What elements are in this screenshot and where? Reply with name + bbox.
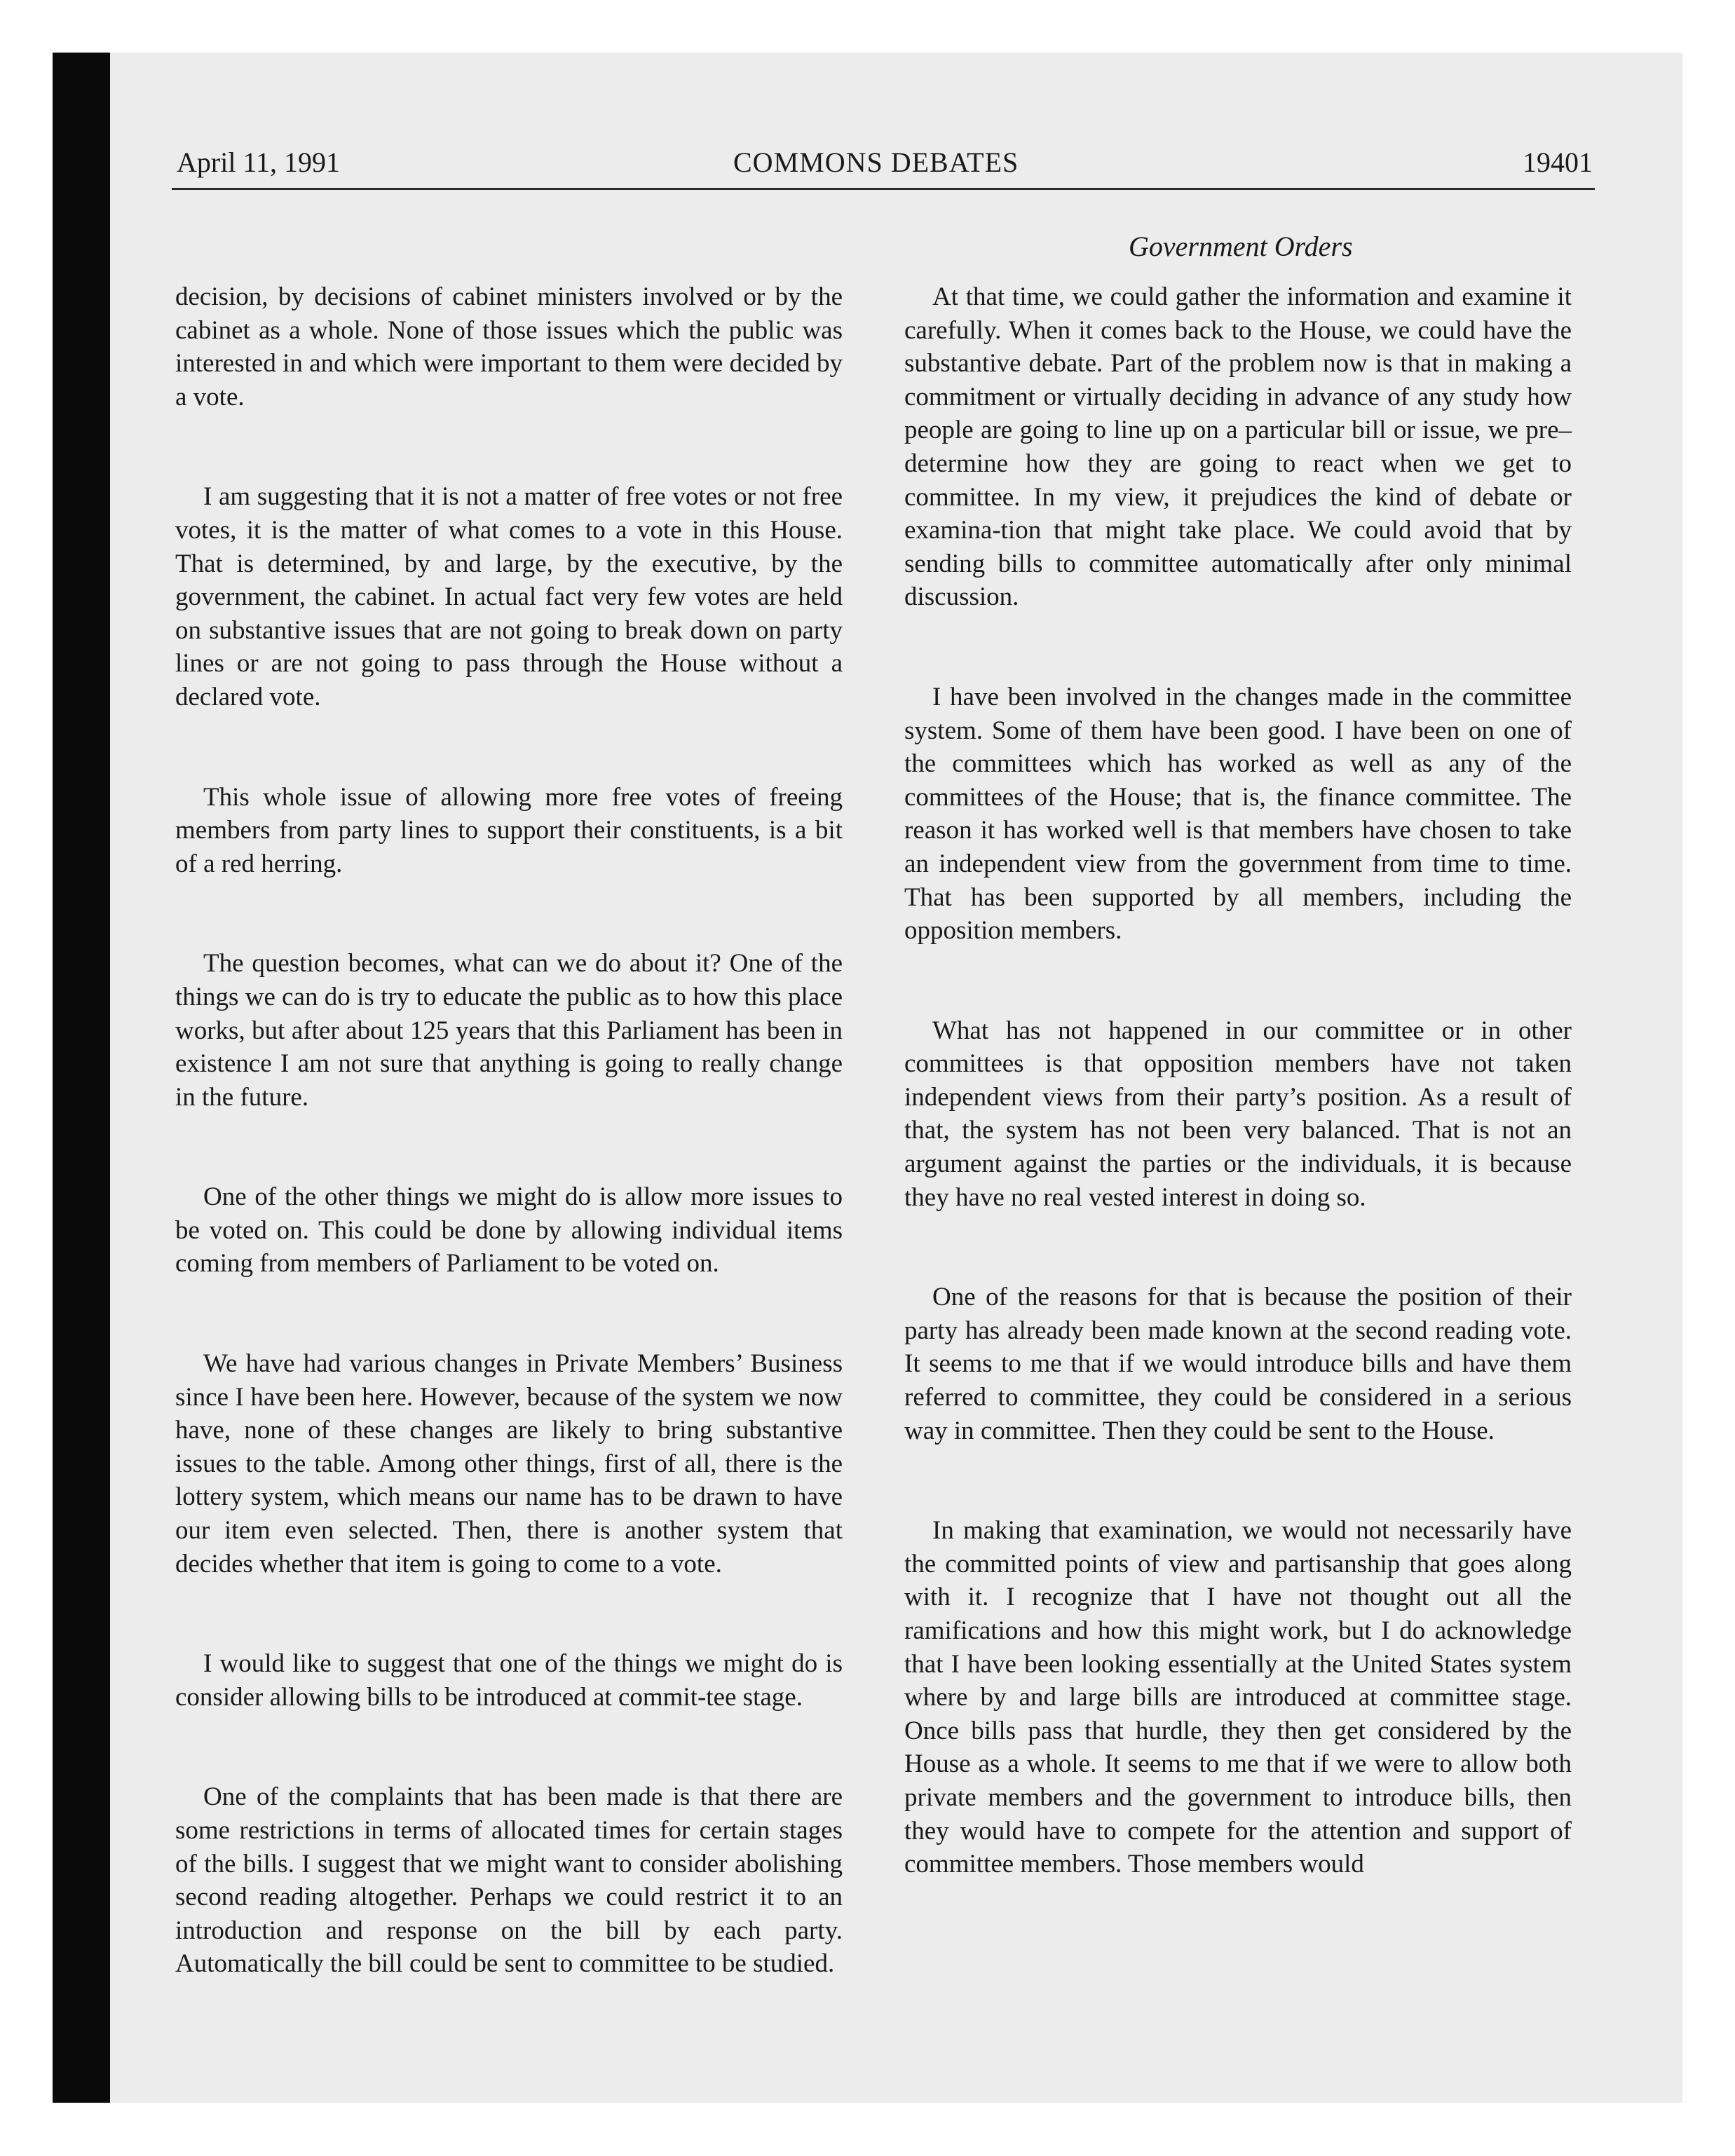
paragraph: One of the complaints that has been made is that there are some restrictions in terms of allocated times for certain stages of the bills. I suggest that we might want to consider abolishing second reading altogether. Perhaps we could restrict it to an introduction and response on the bill by each party. Automatically the bill could be sent to committee to be studied. bbox=[175, 1782, 843, 1979]
paragraph: I am suggesting that it is not a matter of free votes or not free votes, it is the matter of what comes to a vote in this House. That is determined, by and large, by the executive, by the government, the cabinet. In actual fact very few votes are held on substantive issues that are not going to break down on party lines or are not going to pass through the House without a declared vote. bbox=[175, 482, 843, 711]
paragraph: One of the reasons for that is because the position of their party has already been made known at the second reading vote. It seems to me that if we would introduce bills and have them referred to committee, they could be considered in a serious way in committee. Then they could be sent to the House. bbox=[904, 1283, 1572, 1445]
paragraph: I have been involved in the changes made in the committee system. Some of them have been good. I have been on one of the committees which has worked as well as any of the committees of the House; that is, the finance committee. The reason it has worked well is that members have chosen to take an independent view from the government from time to time. That has been supported by all members, including the opposition members. bbox=[904, 682, 1572, 946]
paragraph: What has not happened in our committee or in other committees is that opposition members have not taken independent views from their party’s position. As a result of that, the system has not been very balanced. That is not an argument against the parties or the individuals, it is because they have no real vested interest in doing so. bbox=[904, 1016, 1572, 1212]
paragraph: decision, by decisions of cabinet ministers involved or by the cabinet as a whole. None of those issues which the public was interested in and which were important to them were decided by a vote. bbox=[175, 282, 843, 411]
header-rule bbox=[172, 188, 1595, 190]
paragraph: At that time, we could gather the information and examine it carefully. When it comes back to the House, we could have the substantive debate. Part of the problem now is that in making a commitment or virtually deciding in advance of any study how people are going to line up on a particular bill or issue, we pre–determine how they are going to react when we get to committee. In my view, it prejudices the kind of debate or examina-tion that might take place. We could avoid that by sending bills to committee automatically after only minimal discussion. bbox=[904, 282, 1572, 612]
paragraph: I would like to suggest that one of the things we might do is consider allowing bills to be introduced at commit-tee stage. bbox=[175, 1649, 843, 1712]
paragraph: We have had various changes in Private Members’ Business since I have been here. However, because of the system we now have, none of these changes are likely to bring substantive issues to the table. Among other things, first of all, there is the lottery system, which means our name has to be drawn to have our item even selected. Then, there is another system that decides whether that item is going to come to a vote. bbox=[175, 1349, 843, 1578]
binding-edge bbox=[53, 53, 110, 2103]
page-number: 19401 bbox=[1523, 146, 1593, 178]
paragraph: The question becomes, what can we do about it? One of the things we can do is try to educate the public as to how this place works, but after about 125 years that this Parliament has been in existence I am not sure that anything is going to really change in the future. bbox=[175, 949, 843, 1112]
section-title: Government Orders bbox=[1129, 231, 1353, 262]
header-date: April 11, 1991 bbox=[177, 146, 340, 178]
right-column bbox=[904, 280, 1572, 1881]
paragraph: One of the other things we might do is allow more issues to be voted on. This could be done by allowing individual items coming from members of Parliament to be voted on. bbox=[175, 1182, 843, 1278]
publication-title: COMMONS DEBATES bbox=[733, 146, 1019, 178]
paragraph: This whole issue of allowing more free votes of freeing members from party lines to support their constituents, is a bit of a red herring. bbox=[175, 782, 843, 878]
paragraph: In making that examination, we would not necessarily have the committed points of view and partisanship that goes along with it. I recognize that I have not thought out all the ramifications and how this might work, but I do acknowledge that I have been looking essentially at the United States system where by and large bills are introduced at committee stage. Once bills pass that hurdle, they then get considered by the House as a whole. It seems to me that if we were to allow both private members and the government to introduce bills, then they would have to compete for the attention and support of committee members. Those members would bbox=[904, 1516, 1572, 1879]
left-column bbox=[175, 280, 843, 1981]
